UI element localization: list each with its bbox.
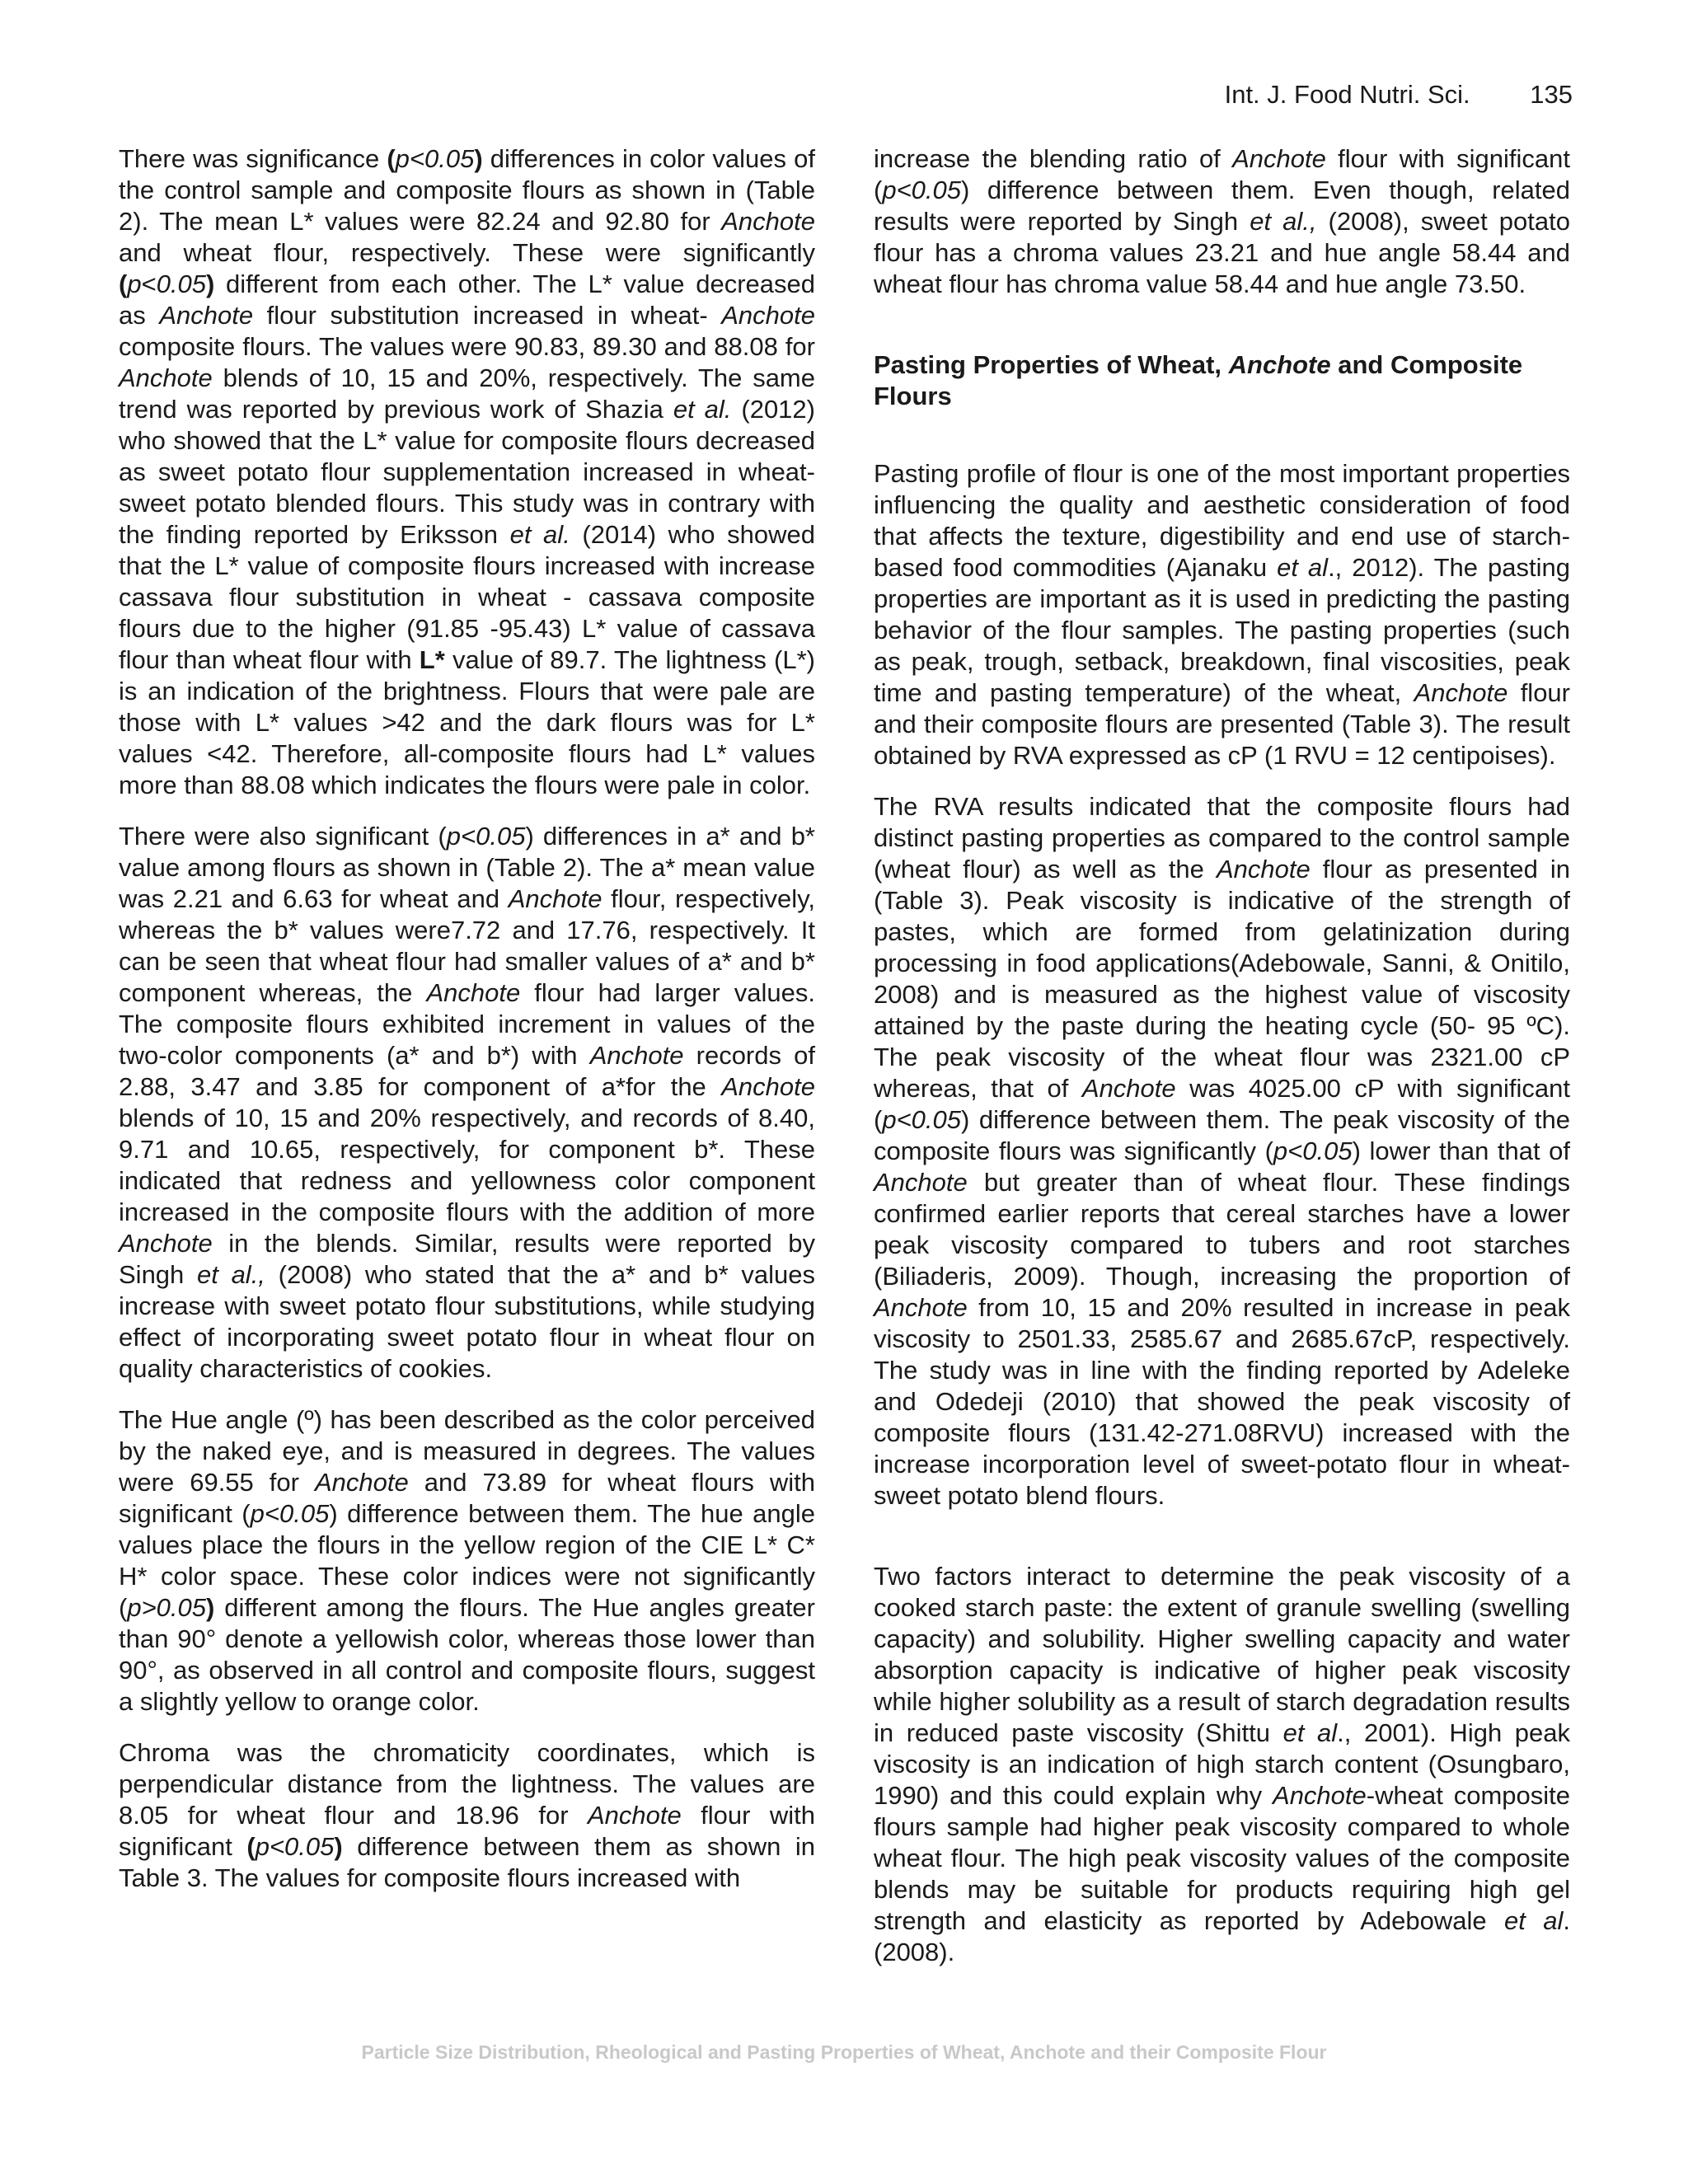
paragraph-chroma-continued: increase the blending ratio of Anchote flour with significant (p<0.05) difference between them. Even though, related results were reported by Singh et al., (2008), sweet potato flour has a chroma values 23.21 and hue angle 58.44 and wheat flour has chroma value 58.44 and hue angle 73.50.: [874, 144, 1570, 298]
right-column: [874, 143, 1570, 1988]
paragraph-peak-viscosity-factors: Two factors interact to determine the peak viscosity of a cooked starch paste: the extent of granule swelling (swelling capacity) and solubility. Higher swelling capacity and water absorption capacity is indicative of higher peak viscosity while higher solubility as a result of starch degradation results in reduced paste viscosity (Shittu et al., 2001). High peak viscosity is an indication of high starch content (Osungbaro, 1990) and this could explain why Anchote-wheat composite flours sample had higher peak viscosity compared to whole wheat flour. The high peak viscosity values of the composite blends may be suitable for products requiring high gel strength and elasticity as reported by Adebowale et al. (2008).: [874, 1562, 1570, 1966]
left-column: [119, 143, 815, 1914]
paragraph-rva-results: The RVA results indicated that the composite flours had distinct pasting properties as compared to the control sample (wheat flour) as well as the Anchote flour as presented in (Table 3). Peak viscosity is indicative of the strength of pastes, which are formed from gelatinization during processing in food applications(Adebowale, Sanni, & Onitilo, 2008) and is measured as the highest value of viscosity attained by the paste during the heating cycle (50- 95 ºC). The peak viscosity of the wheat flour was 2321.00 cP whereas, that of Anchote was 4025.00 cP with significant (p<0.05) difference between them. The peak viscosity of the composite flours was significantly (p<0.05) lower than that of Anchote but greater than of wheat flour. These findings confirmed earlier reports that cereal starches have a lower peak viscosity compared to tubers and root starches (Biliaderis, 2009). Though, increasing the proportion of Anchote from 10, 15 and 20% resulted in increase in peak viscosity to 2501.33, 2585.67 and 2685.67cP, respectively. The study was in line with the finding reported by Adeleke and Odedeji (2010) that showed the peak viscosity of composite flours (131.42-271.08RVU) increased with the increase incorporation level of sweet-potato flour in wheat-sweet potato blend flours.: [874, 792, 1571, 1510]
paragraph-hue-angle: The Hue angle (º) has been described as the color perceived by the naked eye, and is measured in degrees. The values were 69.55 for Anchote and 73.89 for wheat flours with significant (p<0.05) difference between them. The hue angle values place the flours in the yellow region of the CIE L* C* H* color space. These color indices were not significantly (p>0.05) different among the flours. The Hue angles greater than 90° denote a yellowish color, whereas those lower than 90°, as observed in all control and composite flours, suggest a slightly yellow to orange color.: [119, 1405, 815, 1716]
paragraph-chroma: Chroma was the chromaticity coordinates, which is perpendicular distance from the lightness. The values are 8.05 for wheat flour and 18.96 for Anchote flour with significant (p<0.05) difference between them as shown in Table 3. The values for composite flours increased with: [119, 1738, 815, 1892]
section-heading: Pasting Properties of Wheat, Anchote and Composite Flours: [874, 350, 1523, 410]
paragraph-color-lightness: There was significance (p<0.05) differences in color values of the control sample and composite flours as shown in (Table 2). The mean L* values were 82.24 and 92.80 for Anchote and wheat flour, respectively. These were significantly (p<0.05) different from each other. The L* value decreased as Anchote flour substitution increased in wheat- Anchote composite flours. The values were 90.83, 89.30 and 88.08 for Anchote blends of 10, 15 and 20%, respectively. The same trend was reported by previous work of Shazia et al. (2012) who showed that the L* value for composite flours decreased as sweet potato flour supplementation increased in wheat-sweet potato blended flours. This study was in contrary with the finding reported by Eriksson et al. (2014) who showed that the L* value of composite flours increased with increase cassava flour substitution in wheat - cassava composite flours due to the higher (91.85 -95.43) L* value of cassava flour than wheat flour with L* value of 89.7. The lightness (L*) is an indication of the brightness. Flours that were pale are those with L* values >42 and the dark flours was for L* values <42. Therefore, all-composite flours had L* values more than 88.08 which indicates the flours were pale in color.: [119, 144, 816, 799]
journal-name: Int. J. Food Nutri. Sci.: [1224, 80, 1470, 109]
paragraph-color-ab: There were also significant (p<0.05) differences in a* and b* value among flours as shown in (Table 2). The a* mean value was 2.21 and 6.63 for wheat and Anchote flour, respectively, whereas the b* values were7.72 and 17.76, respectively. It can be seen that wheat flour had smaller values of a* and b* component whereas, the Anchote flour had larger values. The composite flours exhibited increment in values of the two-color components (a* and b*) with Anchote records of 2.88, 3.47 and 3.85 for component of a*for the Anchote blends of 10, 15 and 20% respectively, and records of 8.40, 9.71 and 10.65, respectively, for component b*. These indicated that redness and yellowness color component increased in the composite flours with the addition of more Anchote in the blends. Similar, results were reported by Singh et al., (2008) who stated that the a* and b* values increase with sweet potato flour substitutions, while studying effect of incorporating sweet potato flour in wheat flour on quality characteristics of cookies.: [119, 822, 816, 1383]
running-header: [1225, 79, 1573, 110]
running-footer: Particle Size Distribution, Rheological and Pasting Properties of Wheat, Anchote and their Composite Flour: [361, 2041, 1327, 2063]
page-number: 135: [1530, 80, 1573, 109]
paragraph-pasting-profile: Pasting profile of flour is one of the most important properties influencing the quality and aesthetic consideration of food that affects the texture, digestibility and end use of starch-based food commodities (Ajanaku et al., 2012). The pasting properties are important as it is used in predicting the pasting behavior of the flour samples. The pasting properties (such as peak, trough, setback, breakdown, final viscosities, peak time and pasting temperature) of the wheat, Anchote flour and their composite flours are presented (Table 3). The result obtained by RVA expressed as cP (1 RVU = 12 centipoises).: [874, 459, 1570, 770]
